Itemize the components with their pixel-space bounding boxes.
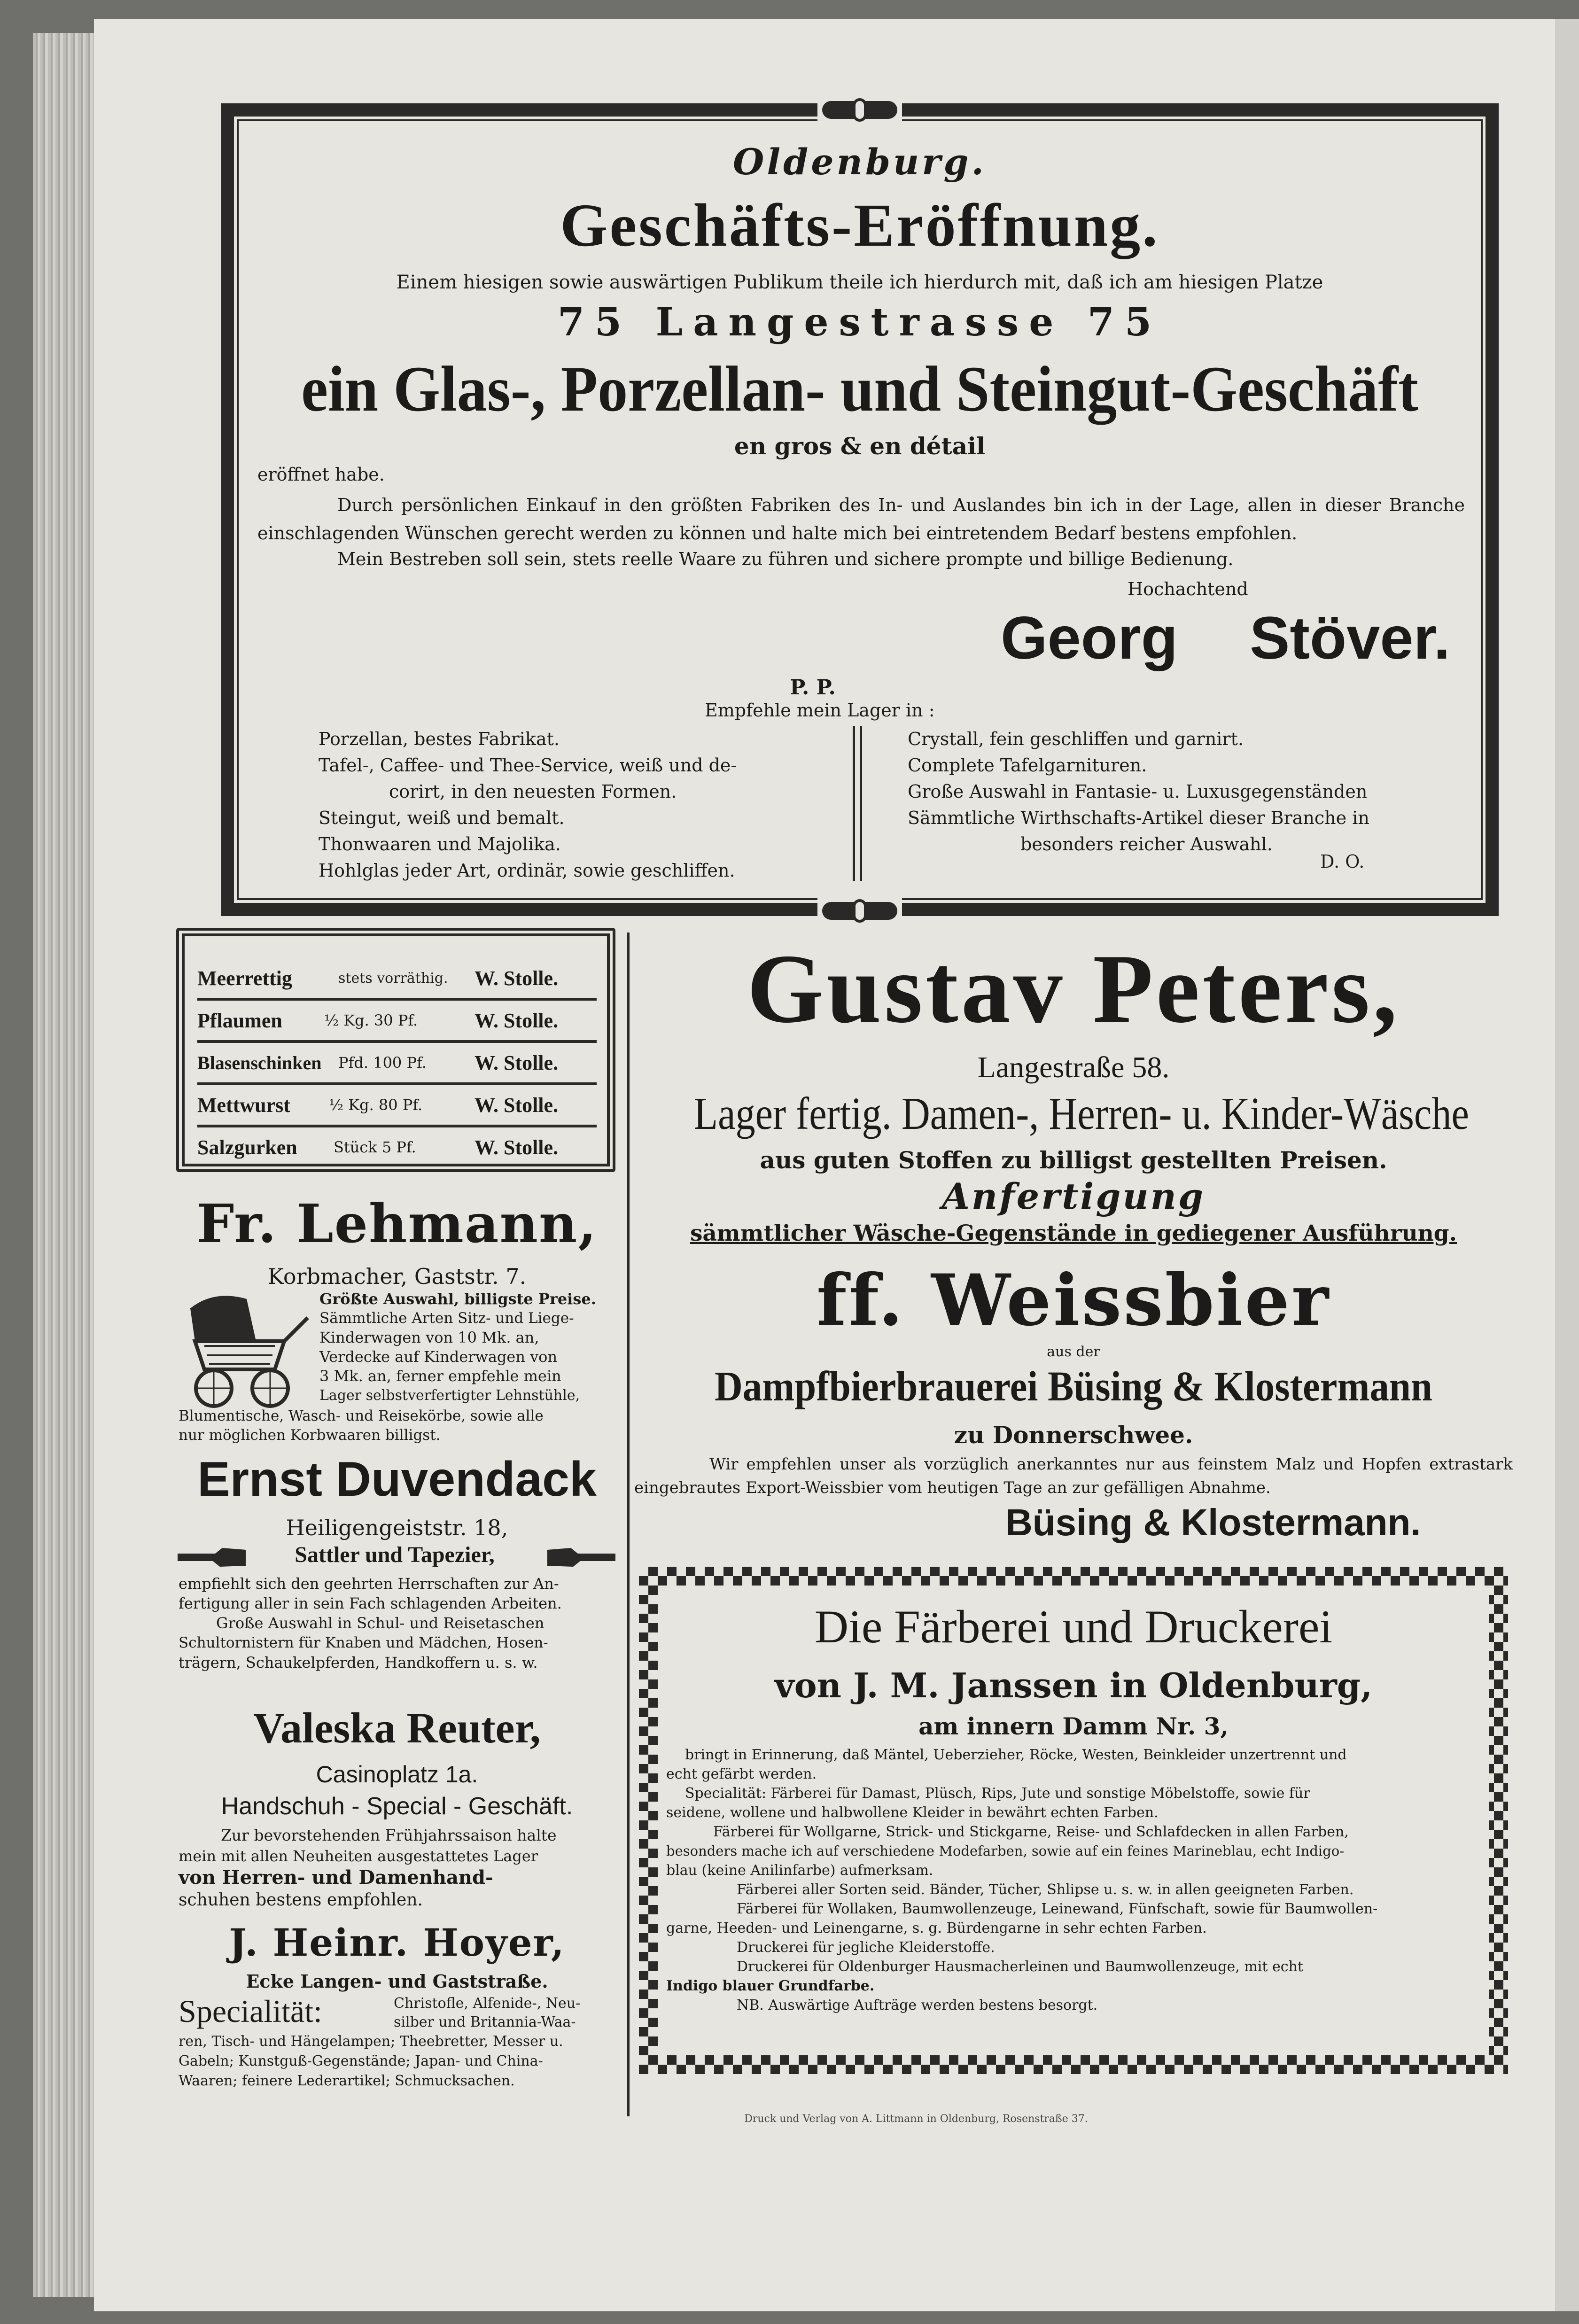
stolle-detail: ½ Kg. 30 Pf. (324, 1011, 418, 1029)
duvendack-line: fertigung aller in sein Fach schlagenden Arbeiten. (179, 1594, 562, 1612)
weissbier-place: zu Donnerschwee. (954, 1421, 1193, 1449)
reuter-line: mein mit allen Neuheiten ausgestattetes Lager (179, 1847, 538, 1865)
janssen-headline: Die Färberei und Druckerei (814, 1601, 1333, 1653)
ad-headline: Geschäfts-Eröffnung. (560, 192, 1159, 259)
frame-ornament-top (817, 96, 902, 124)
stolle-item: Mettwurst (197, 1093, 290, 1117)
list-item: besonders reicher Auswahl. (1020, 834, 1273, 855)
janssen-line: NB. Auswärtige Aufträge werden bestens besorgt. (737, 1997, 1098, 2013)
pram-illustration (176, 1290, 317, 1412)
stolle-seller: W. Stolle. (474, 1135, 559, 1159)
duvendack-line: empfiehlt sich den geehrten Herrschaften zur An- (179, 1575, 559, 1593)
reuter-name: Valeska Reuter, (253, 1704, 541, 1752)
ad-greeting: Hochachtend (1128, 579, 1248, 599)
hoyer-name: J. Heinr. Hoyer, (229, 1920, 565, 1965)
lehmann-line: Sämmtliche Arten Sitz- und Liege- (319, 1310, 574, 1327)
janssen-line: Specialität: Färberei für Damast, Plüsch, Rips, Jute und sonstige Möbelstoffe, sowie für (685, 1785, 1310, 1802)
peters-line-2: aus guten Stoffen zu billigst gestellten Preisen. (760, 1146, 1387, 1174)
list-item: Hohlglas jeder Art, ordinär, sowie geschliffen. (319, 860, 735, 881)
reuter-text (179, 1825, 615, 1912)
ad-business: ein Glas-, Porzellan- und Steingut-Geschäft (301, 353, 1418, 425)
stolle-seller: W. Stolle. (474, 1051, 559, 1074)
lehmann-line: Blumentische, Wasch- und Reisekörbe, sowie alle (179, 1407, 544, 1424)
lehmann-line: nur möglichen Korbwaaren billigst. (179, 1427, 441, 1444)
peters-line-4: sämmtlicher Wäsche-Gegenstände in gediegener Ausführung. (690, 1220, 1457, 1246)
ad-pp: P. P. (790, 676, 836, 700)
janssen-line: Färberei für Wollgarne, Strick- und Stickgarne, Reise- und Schlafdecken in allen Farben, (713, 1824, 1349, 1840)
column-divider (627, 933, 630, 2116)
ad-right-list (908, 726, 1443, 857)
stolle-item: Blasenschinken (197, 1052, 322, 1073)
peters-line-3: Anfertigung (941, 1175, 1206, 1217)
weissbier-from: aus der (1047, 1344, 1100, 1360)
list-divider (853, 726, 855, 881)
list-item: Thonwaaren und Majolika. (319, 834, 561, 855)
ad-opened: eröffnet habe. (257, 464, 385, 485)
next-page-edge (1555, 19, 1579, 2311)
peters-address: Langestraße 58. (977, 1050, 1170, 1084)
stolle-seller: W. Stolle. (474, 1093, 559, 1117)
list-item: Crystall, fein geschliffen und garnirt. (908, 729, 1244, 749)
hoyer-line: silber und Britannia-Waa- (394, 2014, 576, 2030)
lehmann-line: Lager selbstverfertigter Lehnstühle, (319, 1387, 580, 1404)
stolle-item: Meerrettig (197, 966, 292, 990)
table-row (197, 1125, 597, 1167)
hoyer-text-right (394, 1994, 617, 2032)
list-divider (860, 726, 862, 881)
table-row (197, 958, 597, 998)
janssen-line: blau (keine Anilinfarbe) aufmerksam. (666, 1862, 933, 1879)
stolle-rows (197, 958, 597, 1167)
lehmann-name: Fr. Lehmann, (196, 1193, 598, 1255)
stolle-detail: ½ Kg. 80 Pf. (329, 1096, 423, 1114)
duvendack-name: Ernst Duvendack (197, 1452, 597, 1507)
janssen-line: bringt in Erinnerung, daß Mäntel, Ueberzieher, Röcke, Westen, Beinkleider unzertrennt und (685, 1747, 1347, 1763)
janssen-line: garne, Heeden- und Leinengarne, s. g. Bürdengarne in sehr echten Farben. (666, 1920, 1207, 1936)
lehmann-line: Verdecke auf Kinderwagen von (319, 1348, 558, 1366)
duvendack-line: Große Auswahl in Schul- und Reisetaschen (216, 1614, 544, 1632)
frame-ornament-bottom (817, 897, 902, 925)
reuter-line: Zur bevorstehenden Frühjahrssaison halte (221, 1826, 557, 1844)
janssen-line: Färberei aller Sorten seid. Bänder, Tücher, Shlipse u. s. w. in allen geeigneten Farben. (737, 1881, 1354, 1898)
janssen-line: Druckerei für Oldenburger Hausmacherleinen und Baumwollenzeuge, mit echt (737, 1959, 1303, 1975)
lehmann-text-full (179, 1407, 615, 1445)
reuter-line: schuhen bestens empfohlen. (179, 1890, 423, 1910)
janssen-line: echt gefärbt werden. (666, 1766, 817, 1782)
weissbier-brewery: Dampfbierbrauerei Büsing & Klostermann (715, 1363, 1432, 1410)
ad-recommend: Empfehle mein Lager in : (705, 700, 935, 721)
janssen-owner (658, 1665, 1489, 1705)
reuter-line: von Herren- und Damenhand- (179, 1866, 493, 1889)
lehmann-line: Größte Auswahl, billigste Preise. (319, 1290, 596, 1308)
list-item: corirt, in den neuesten Formen. (389, 781, 677, 802)
ad-address: 75 Langestrasse 75 (557, 300, 1162, 345)
weissbier-body: Wir empfehlen unser als vorzüglich anerkanntes nur aus feinstem Malz und Hopfen extrastark eingebrautes Export-Weissbier vom heutigen Tage an zur gefälligen Abnahme. (634, 1455, 1513, 1497)
stolle-item: Pflaumen (197, 1009, 282, 1032)
hoyer-text (179, 2032, 615, 2091)
ad-body-2: Mein Bestreben soll sein, stets reelle Waare zu führen und sichere prompte und billige Bedienung. (337, 549, 1234, 569)
hoyer-address: Ecke Langen- und Gaststraße. (246, 1971, 548, 1992)
duvendack-line: trägern, Schaukelpferden, Handkoffern u. s. w. (179, 1654, 538, 1671)
list-item: Complete Tafelgarnituren. (908, 755, 1147, 776)
table-row (197, 1082, 597, 1125)
duvendack-trade: Sattler und Tapezier, (295, 1542, 495, 1567)
duvendack-address: Heiligengeiststr. 18, (286, 1515, 508, 1540)
janssen-owner-text: von J. M. Janssen in Oldenburg, (774, 1665, 1373, 1705)
ad-body-1: Durch persönlichen Einkauf in den größten Fabriken des In- und Auslandes bin ich in der Lage, allen in dieser Branche einschlagenden Wünschen gerecht werden zu können und halte mich bei eintretendem Bedarf bestens empfohlen. (257, 495, 1465, 544)
ad-left-list (319, 726, 835, 884)
stolle-item: Salzgurken (197, 1135, 297, 1159)
ad-trade: en gros & en détail (734, 432, 986, 460)
stolle-seller: W. Stolle. (474, 1009, 559, 1032)
weissbier-headline: ff. Weissbier (816, 1259, 1331, 1342)
janssen-line: Indigo blauer Grundfarbe. (666, 1978, 875, 1994)
janssen-line: Druckerei für jegliche Kleiderstoffe. (737, 1939, 995, 1956)
janssen-line: Färberei für Wollaken, Baumwollenzeuge, Leinewand, Fünfschaft, sowie für Baumwollen- (737, 1901, 1378, 1917)
reuter-trade: Handschuh - Special - Geschäft. (221, 1793, 573, 1820)
janssen-text (666, 1745, 1484, 2015)
janssen-address: am innern Damm Nr. 3, (918, 1712, 1229, 1740)
hoyer-line: ren, Tisch- und Hängelampen; Theebretter, Messer u. (179, 2033, 563, 2050)
lehmann-text (319, 1290, 615, 1405)
duvendack-line: Schultornistern für Knaben und Mädchen, Hosen- (179, 1634, 548, 1651)
list-item: Tafel-, Caffee- und Thee-Service, weiß und de- (319, 755, 737, 776)
stolle-detail: Pfd. 100 Pf. (338, 1054, 427, 1072)
ad-closing: D. O. (1320, 851, 1365, 872)
lehmann-trade: Korbmacher, Gaststr. 7. (267, 1264, 527, 1289)
ad-city-heading: Oldenburg. (733, 141, 987, 183)
ad-signature-first: Georg (1001, 605, 1178, 672)
pointing-hand-left-icon (178, 1543, 248, 1571)
janssen-line: besonders mache ich auf verschiedene Modefarben, sowie auf ein feines Marineblau, echt Indigo- (666, 1843, 1345, 1859)
stolle-detail: stets vorräthig. (338, 970, 448, 987)
lehmann-line: Kinderwagen von 10 Mk. an, (319, 1329, 539, 1346)
list-item: Große Auswahl in Fantasie- u. Luxusgegenständen (908, 781, 1368, 802)
hoyer-special-label: Specialität: (179, 1993, 322, 2029)
list-item: Steingut, weiß und bemalt. (319, 808, 565, 828)
lehmann-line: 3 Mk. an, ferner empfehle mein (319, 1367, 561, 1385)
peters-line-1: Lager fertig. Damen-, Herren- u. Kinder-Wäsche (693, 1088, 1469, 1139)
page-imprint: Druck und Verlag von A. Littmann in Oldenburg, Rosenstraße 37. (744, 2113, 1088, 2125)
hoyer-line: Waaren; feinere Lederartikel; Schmucksachen. (179, 2073, 515, 2089)
stolle-seller: W. Stolle. (474, 966, 559, 990)
duvendack-text (179, 1574, 615, 1672)
table-row (197, 1040, 597, 1082)
book-binding (33, 33, 99, 2297)
hoyer-line: Gabeln; Kunstguß-Gegenstände; Japan- und China- (179, 2053, 543, 2069)
janssen-line: seidene, wollene und halbwollene Kleider in bewährt echten Farben. (666, 1804, 1159, 1821)
list-item: Porzellan, bestes Fabrikat. (319, 729, 560, 749)
hoyer-line: Christofle, Alfenide-, Neu- (394, 1995, 581, 2012)
peters-name: Gustav Peters, (747, 934, 1400, 1043)
ad-signature-last: Stöver. (1250, 605, 1450, 672)
ad-intro: Einem hiesigen sowie auswärtigen Publikum theile ich hierdurch mit, daß ich am hiesigen Platze (396, 272, 1323, 293)
stolle-detail: Stück 5 Pf. (334, 1138, 416, 1156)
weissbier-signature: Büsing & Klostermann. (1005, 1501, 1421, 1543)
reuter-address: Casinoplatz 1a. (316, 1761, 478, 1788)
pointing-hand-right-icon (545, 1543, 615, 1571)
table-row (197, 998, 597, 1040)
list-item: Sämmtliche Wirthschafts-Artikel dieser Branche in (908, 808, 1369, 828)
